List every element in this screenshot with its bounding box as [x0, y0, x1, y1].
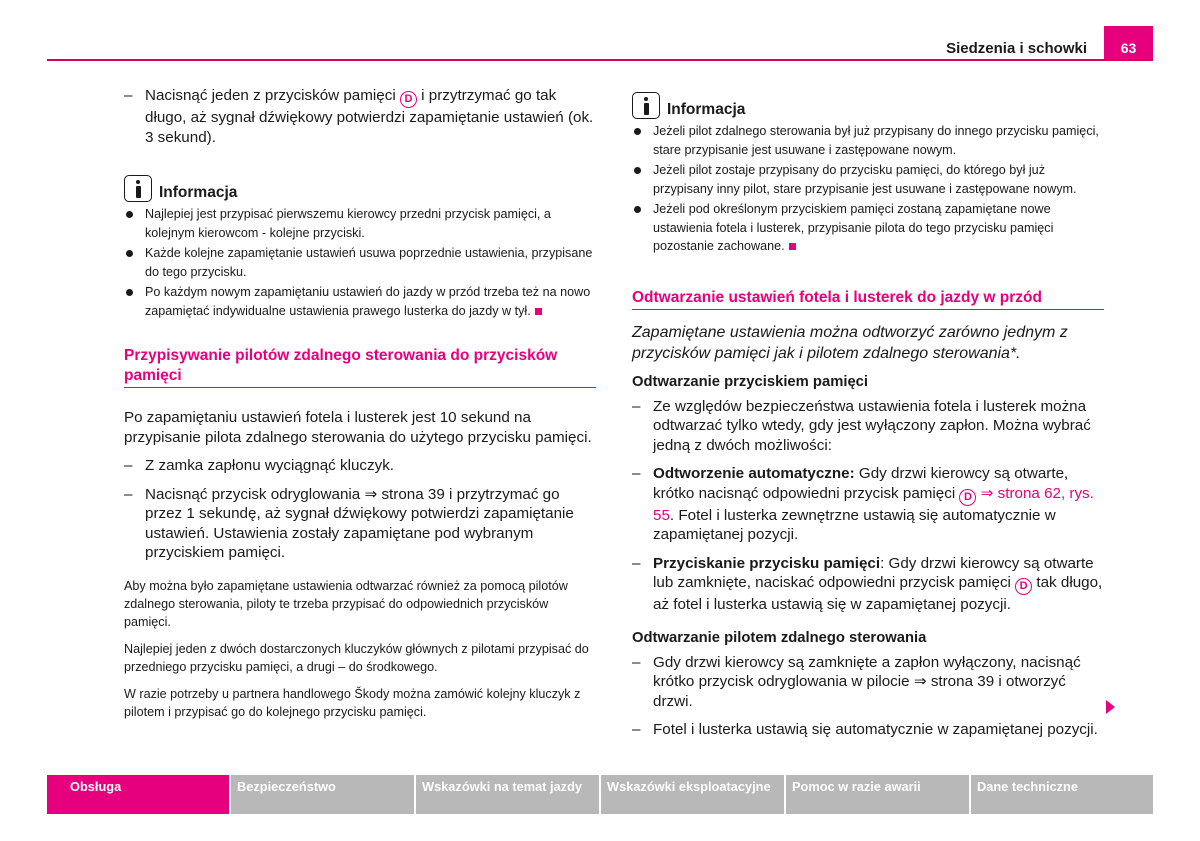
info-header — [124, 175, 596, 202]
left-column — [124, 86, 596, 730]
subheading-remote: Odtwarzanie pilotem zdalnego sterowania — [632, 629, 927, 646]
subheading-memory-button: Odtwarzanie przyciskiem pamięci — [632, 373, 869, 390]
step-press-unlock: – Nacisnąć przycisk odryglowania ⇒ strona 39 i przytrzymać go przez 1 sekundę, aż sygnał dźwiękowy potwierdzi zapamiętanie ustawień. Ustawienia zostały zapamiętane pod wybranym przyciskiem pamięci. — [124, 485, 596, 563]
info-bullet: Po każdym nowym zapamiętaniu ustawień do jazdy w przód trzeba też na nowo zapamiętać indywidualne ustawienia prawego lusterka do jazdy w tył. — [124, 283, 596, 320]
nav-tab-bezpieczenstwo[interactable]: Bezpieczeństwo — [231, 775, 414, 814]
info-bullet: Jeżeli pilot zdalnego sterowania był już przypisany do innego przycisku pamięci, stare przypisanie jest usuwane i zastępowane nowym. — [632, 122, 1104, 159]
step-safety: – Ze względów bezpieczeństwa ustawienia fotela i lusterek można odtwarzać tylko wtedy, gdy jest wyłączony zapłon. Można wybrać jedną z dwóch możliwości: — [632, 397, 1104, 456]
step-auto-adjust: – Fotel i lusterka ustawią się automatycznie w zapamiętanej pozycji. — [632, 720, 1104, 740]
memory-button-d-icon: D — [400, 91, 417, 108]
memory-button-d-icon: D — [959, 489, 976, 506]
nav-tab-dane-techniczne[interactable]: Dane techniczne — [971, 775, 1153, 814]
step-press-memory: – Nacisnąć jeden z przycisków pamięci D i przytrzymać go tak długo, aż sygnał dźwiękowy potwierdzi zapamiętanie ustawień (ok. 3 sekund). — [124, 86, 596, 147]
step-remote-unlock: – Gdy drzwi kierowcy są zamknięte a zapłon wyłączony, nacisnąć krótko przycisk odryglowania w pilocie ⇒ strona 39 i otworzyć drzwi. — [632, 653, 1104, 712]
page-number: 63 — [1104, 26, 1153, 61]
end-of-section-icon — [789, 243, 796, 250]
info-box-left — [124, 175, 596, 320]
nav-tab-pomoc[interactable]: Pomoc w razie awarii — [786, 775, 969, 814]
page-ref-link[interactable]: strona 62, rys. 55 — [653, 484, 1094, 524]
info-bullet: Najlepiej jest przypisać pierwszemu kierowcy przedni przycisk pamięci, a kolejnym kierowcom - kolejne przyciski. — [124, 205, 596, 242]
info-box-right — [632, 92, 1104, 256]
header-rule — [47, 59, 1153, 61]
info-icon — [124, 175, 152, 202]
step-remove-key: – Z zamka zapłonu wyciągnąć kluczyk. — [124, 456, 596, 476]
info-header — [632, 92, 1104, 119]
info-bullet: Jeżeli pilot zostaje przypisany do przycisku pamięci, do którego był już przypisany inny pilot, stare przypisanie jest usuwane i zastępowane nowym. — [632, 161, 1104, 198]
section-heading-restore: Odtwarzanie ustawień fotela i lusterek do jazdy w przód — [632, 288, 1104, 310]
info-bullet: Jeżeli pod określonym przyciskiem pamięci zostaną zapamiętane nowe ustawienia fotela i lusterek, przypisanie pilota do tego przycisku pamięci pozostanie zachowane. — [632, 200, 1104, 256]
step-press-hold: – Przyciskanie przycisku pamięci: Gdy drzwi kierowcy są otwarte lub zamknięte, naciskać odpowiedni przycisk pamięci D tak długo, aż fotel i lusterka ustawią się w zapamiętanej pozycji. — [632, 554, 1104, 615]
arrow-right-icon: ⇒ — [980, 484, 994, 502]
section-title: Siedzenia i schowki — [946, 40, 1087, 57]
section-lead: Zapamiętane ustawienia można odtworzyć zarówno jednym z przycisków pamięci jak i pilotem zdalnego sterowania*. — [632, 323, 1068, 362]
chapter-nav — [47, 775, 1153, 814]
right-column — [632, 92, 1104, 749]
info-bullet: Każde kolejne zapamiętanie ustawień usuwa poprzednie ustawienia, przypisane do tego przycisku. — [124, 244, 596, 281]
nav-tab-wskazowki-jazdy[interactable]: Wskazówki na temat jazdy — [416, 775, 599, 814]
section-heading-assign-remotes: Przypisywanie pilotów zdalnego sterowania do przycisków pamięci — [124, 346, 596, 388]
arrow-right-icon: ⇒ — [364, 485, 378, 503]
step-automatic: – Odtworzenie automatyczne: Gdy drzwi kierowcy są otwarte, krótko nacisnąć odpowiedni przycisk pamięci D ⇒ strona 62, rys. 55. Fotel i lusterka zewnętrzne ustawią się automatycznie w zapamiętanej pozycji. — [632, 464, 1104, 545]
nav-tab-wskazowki-eksploatacyjne[interactable]: Wskazówki eksploatacyjne — [601, 775, 784, 814]
note-paragraph: Aby można było zapamiętane ustawienia odtwarzać również za pomocą pilotów zdalnego sterowania, piloty te trzeba przypisać do odpowiednich przycisków pamięci. — [124, 578, 568, 629]
note-paragraph: W razie potrzeby u partnera handlowego Škody można zamówić kolejny kluczyk z pilotem i przypisać go do kolejnego przycisku pamięci. — [124, 686, 581, 719]
end-of-section-icon — [535, 308, 542, 315]
page-ref-link[interactable]: strona 39 — [381, 485, 445, 503]
info-title: Informacja — [667, 101, 746, 118]
arrow-right-icon: ⇒ — [913, 673, 927, 690]
section-intro: Po zapamiętaniu ustawień fotela i lusterek jest 10 sekund na przypisanie pilota zdalnego sterowania do użytego przycisku pamięci. — [124, 409, 592, 446]
note-paragraph: Najlepiej jeden z dwóch dostarczonych kluczyków głównych z pilotami przypisać do przedniego przycisku pamięci, a drugi – do środkowego. — [124, 641, 589, 674]
nav-tab-obsluga[interactable]: Obsługa — [47, 775, 229, 814]
info-icon — [632, 92, 660, 119]
info-title: Informacja — [159, 184, 238, 201]
memory-button-d-icon: D — [1015, 578, 1032, 595]
continue-arrow-icon — [1106, 700, 1115, 714]
